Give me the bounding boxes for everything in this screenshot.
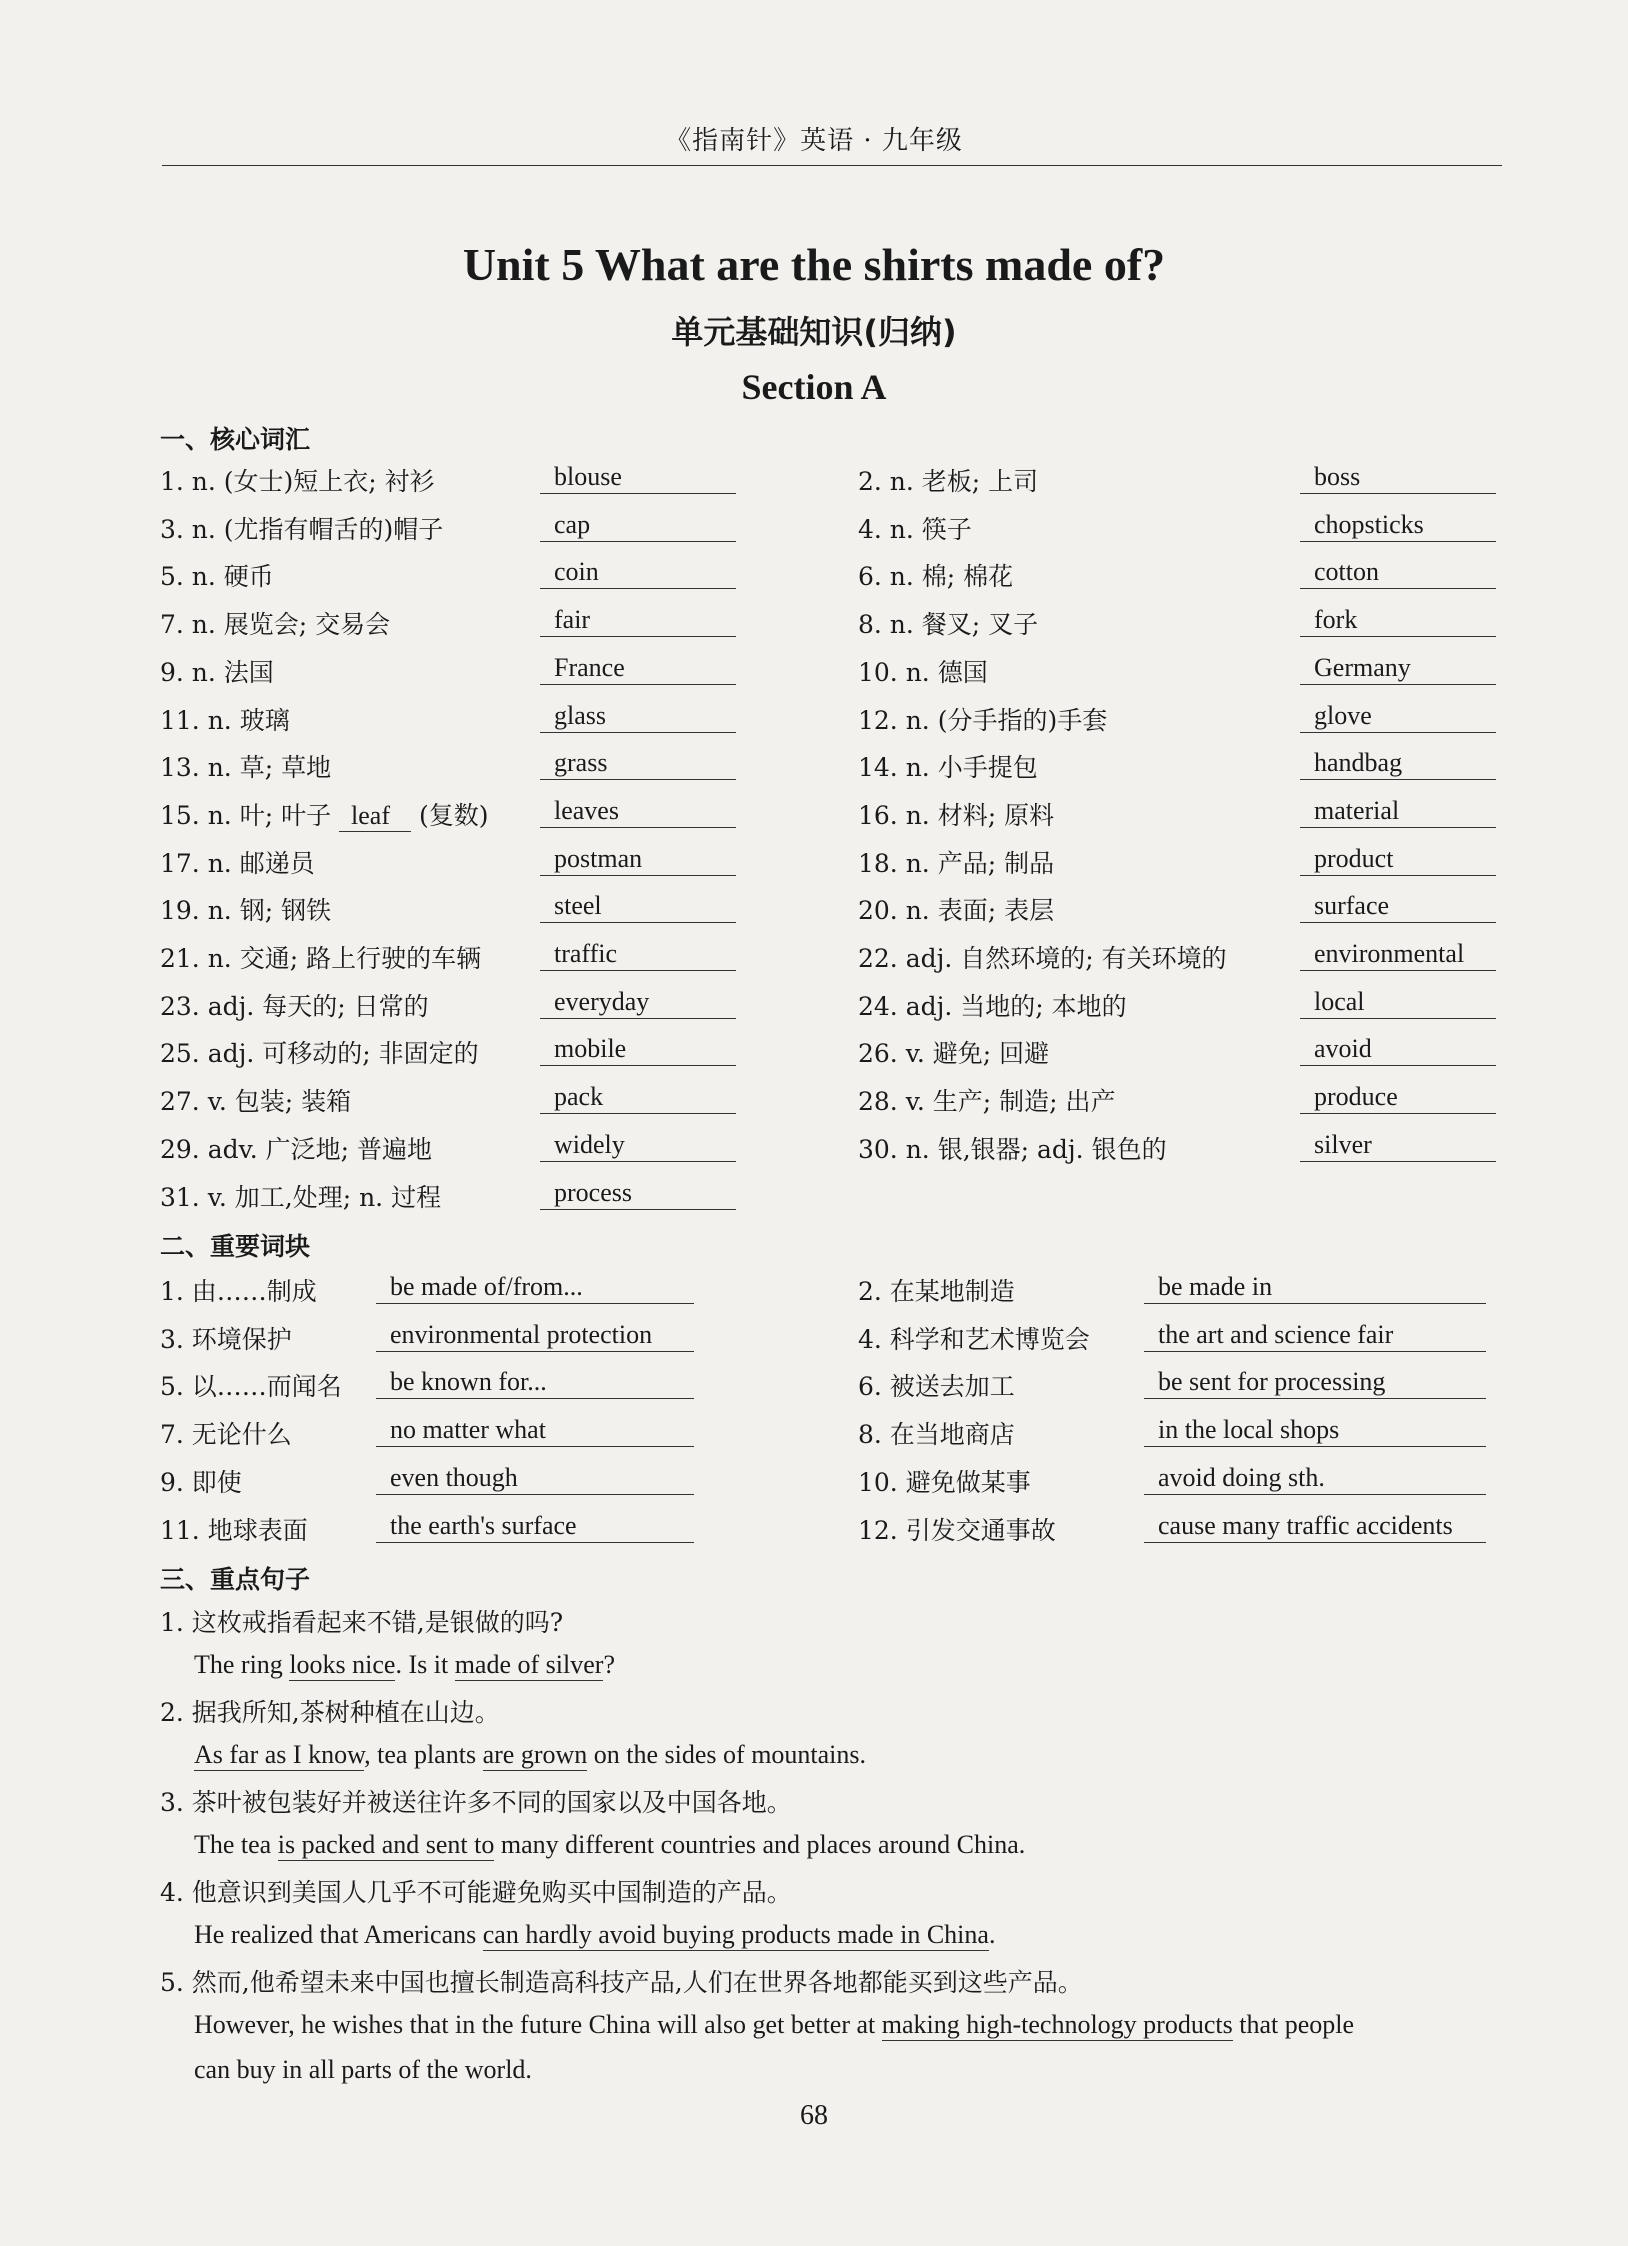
sentence-chinese: 5. 然而,他希望未来中国也擅长制造高科技产品,人们在世界各地都能买到这些产品。 bbox=[160, 1968, 1083, 1997]
section-title: Section A bbox=[741, 367, 887, 407]
vocab-question: 29. adv. 广泛地; 普遍地 bbox=[160, 1134, 433, 1164]
vocab-answer[interactable]: Germany bbox=[1300, 651, 1496, 685]
vocab-answer[interactable]: everyday bbox=[540, 985, 736, 1019]
phrase-question: 7. 无论什么 bbox=[160, 1420, 292, 1450]
vocab-question: 27. v. 包装; 装箱 bbox=[160, 1087, 352, 1117]
sentence-answer[interactable]: are grown bbox=[482, 1740, 588, 1769]
phrase-answer[interactable]: in the local shops bbox=[1144, 1413, 1486, 1447]
phrase-question: 8. 在当地商店 bbox=[858, 1420, 1015, 1450]
vocab-question: 2. n. 老板; 上司 bbox=[858, 467, 1039, 496]
vocab-answer[interactable]: boss bbox=[1300, 460, 1496, 494]
vocab-answer[interactable]: cap bbox=[540, 508, 736, 542]
sentence-english: He realized that Americans can hardly avoid buying products made in China. bbox=[194, 1920, 996, 1949]
vocab-question: 26. v. 避免; 回避 bbox=[858, 1039, 1050, 1069]
vocab-question: 13. n. 草; 草地 bbox=[160, 753, 332, 783]
vocab-answer[interactable]: postman bbox=[540, 842, 736, 876]
header-rule bbox=[162, 165, 1502, 166]
vocab-answer[interactable]: fair bbox=[540, 603, 736, 637]
vocab-question: 22. adj. 自然环境的; 有关环境的 bbox=[858, 944, 1227, 973]
vocab-question: 8. n. 餐叉; 叉子 bbox=[858, 610, 1039, 640]
phrase-question: 4. 科学和艺术博览会 bbox=[858, 1324, 1090, 1354]
vocab-answer[interactable]: steel bbox=[540, 889, 736, 923]
vocab-answer[interactable]: pack bbox=[540, 1080, 736, 1114]
sentence-chinese: 1. 这枚戒指看起来不错,是银做的吗? bbox=[160, 1608, 564, 1637]
vocab-answer[interactable]: environmental bbox=[1300, 937, 1496, 971]
unit-title: Unit 5 What are the shirts made of? bbox=[462, 239, 1166, 290]
vocab-question: 28. v. 生产; 制造; 出产 bbox=[858, 1087, 1116, 1117]
phrase-answer[interactable]: even though bbox=[376, 1461, 694, 1495]
phrase-question: 2. 在某地制造 bbox=[858, 1277, 1015, 1306]
vocab-answer[interactable]: local bbox=[1300, 985, 1496, 1019]
vocab-question: 30. n. 银,银器; adj. 银色的 bbox=[858, 1134, 1167, 1164]
vocab-answer[interactable]: silver bbox=[1300, 1128, 1496, 1162]
vocab-question: 25. adj. 可移动的; 非固定的 bbox=[160, 1039, 479, 1069]
page-number: 68 bbox=[800, 2100, 828, 2131]
phrase-question: 9. 即使 bbox=[160, 1467, 242, 1497]
vocab-question: 15. n. 叶; 叶子 leaf (复数) bbox=[160, 800, 489, 830]
vocab-answer[interactable]: glass bbox=[540, 699, 736, 733]
vocab-question: 1. n. (女士)短上衣; 衬衫 bbox=[160, 467, 435, 496]
sentence-answer[interactable]: made of silver bbox=[454, 1650, 604, 1679]
vocab-heading: 一、核心词汇 bbox=[160, 425, 311, 454]
sentence-chinese: 2. 据我所知,茶树种植在山边。 bbox=[160, 1698, 500, 1727]
phrase-question: 10. 避免做某事 bbox=[858, 1467, 1031, 1497]
sentence-english: However, he wishes that in the future China will also get better at making high-technology products that people bbox=[194, 2010, 1355, 2039]
vocab-question: 4. n. 筷子 bbox=[858, 514, 972, 544]
vocab-question: 12. n. (分手指的)手套 bbox=[858, 705, 1108, 735]
phrase-answer[interactable]: cause many traffic accidents bbox=[1144, 1509, 1486, 1543]
sentence-answer[interactable]: making high-technology products bbox=[881, 2010, 1233, 2039]
vocab-question: 31. v. 加工,处理; n. 过程 bbox=[160, 1182, 442, 1212]
vocab-answer[interactable]: handbag bbox=[1300, 746, 1496, 780]
vocab-answer[interactable]: leaves bbox=[540, 794, 736, 828]
vocab-question: 3. n. (尤指有帽舌的)帽子 bbox=[160, 514, 444, 544]
sentence-english: As far as I know, tea plants are grown on the sides of mountains. bbox=[194, 1740, 867, 1769]
sentences-heading: 三、重点句子 bbox=[160, 1565, 311, 1594]
vocab-question: 19. n. 钢; 钢铁 bbox=[160, 896, 332, 926]
sentence-chinese: 3. 茶叶被包装好并被送往许多不同的国家以及中国各地。 bbox=[160, 1788, 792, 1817]
phrase-answer[interactable]: no matter what bbox=[376, 1413, 694, 1447]
vocab-answer[interactable]: fork bbox=[1300, 603, 1496, 637]
sentence-answer[interactable]: As far as I know bbox=[194, 1740, 365, 1769]
vocab-answer[interactable]: process bbox=[540, 1176, 736, 1210]
phrase-question: 11. 地球表面 bbox=[160, 1515, 308, 1545]
vocab-answer[interactable]: grass bbox=[540, 746, 736, 780]
header-title: 《指南针》英语 · 九年级 bbox=[665, 126, 963, 156]
vocab-question: 11. n. 玻璃 bbox=[160, 705, 290, 735]
phrase-answer[interactable]: the art and science fair bbox=[1144, 1318, 1486, 1352]
sentence-english-cont: can buy in all parts of the world. bbox=[194, 2055, 532, 2084]
sentence-answer[interactable]: looks nice bbox=[289, 1650, 396, 1679]
sentence-english: The tea is packed and sent to many different countries and places around China. bbox=[194, 1830, 1026, 1859]
phrase-answer[interactable]: be known for... bbox=[376, 1365, 694, 1399]
vocab-answer[interactable]: blouse bbox=[540, 460, 736, 494]
vocab-answer[interactable]: coin bbox=[540, 555, 736, 589]
vocab-question: 23. adj. 每天的; 日常的 bbox=[160, 991, 429, 1021]
vocab-answer[interactable]: material bbox=[1300, 794, 1496, 828]
sentence-answer[interactable]: is packed and sent to bbox=[277, 1830, 495, 1859]
phrase-question: 6. 被送去加工 bbox=[858, 1372, 1015, 1402]
vocab-question: 24. adj. 当地的; 本地的 bbox=[858, 991, 1127, 1021]
vocab-answer[interactable]: produce bbox=[1300, 1080, 1496, 1114]
vocab-question: 9. n. 法国 bbox=[160, 657, 274, 687]
vocab-question: 18. n. 产品; 制品 bbox=[858, 848, 1055, 878]
vocab-question: 14. n. 小手提包 bbox=[858, 753, 1038, 783]
phrases-heading: 二、重要词块 bbox=[160, 1232, 311, 1261]
vocab-question: 20. n. 表面; 表层 bbox=[858, 896, 1055, 926]
sentence-chinese: 4. 他意识到美国人几乎不可能避免购买中国制造的产品。 bbox=[160, 1878, 792, 1907]
phrase-answer[interactable]: environmental protection bbox=[376, 1318, 694, 1352]
vocab-question: 16. n. 材料; 原料 bbox=[858, 800, 1055, 830]
vocab-answer[interactable]: chopsticks bbox=[1300, 508, 1496, 542]
vocab-question: 6. n. 棉; 棉花 bbox=[858, 562, 1014, 592]
vocab-answer[interactable]: widely bbox=[540, 1128, 736, 1162]
vocab-inline-answer[interactable]: leaf bbox=[339, 801, 411, 832]
phrase-question: 3. 环境保护 bbox=[160, 1324, 292, 1354]
vocab-question: 21. n. 交通; 路上行驶的车辆 bbox=[160, 944, 482, 973]
vocab-answer[interactable]: product bbox=[1300, 842, 1496, 876]
phrase-answer[interactable]: be made of/from... bbox=[376, 1270, 694, 1304]
phrase-answer[interactable]: avoid doing sth. bbox=[1144, 1461, 1486, 1495]
sentence-english: The ring looks nice. Is it made of silver? bbox=[194, 1650, 615, 1679]
vocab-answer[interactable]: cotton bbox=[1300, 555, 1496, 589]
vocab-answer[interactable]: avoid bbox=[1300, 1032, 1496, 1066]
vocab-question: 17. n. 邮递员 bbox=[160, 848, 315, 878]
phrase-question: 5. 以……而闻名 bbox=[160, 1372, 342, 1402]
phrase-question: 1. 由……制成 bbox=[160, 1277, 317, 1306]
vocab-answer[interactable]: traffic bbox=[540, 937, 736, 971]
phrase-question: 12. 引发交通事故 bbox=[858, 1515, 1056, 1545]
phrase-answer[interactable]: be made in bbox=[1144, 1270, 1486, 1304]
unit-subtitle: 单元基础知识(归纳) bbox=[671, 313, 957, 351]
vocab-question: 10. n. 德国 bbox=[858, 657, 988, 687]
phrase-answer[interactable]: the earth's surface bbox=[376, 1509, 694, 1543]
vocab-answer[interactable]: France bbox=[540, 651, 736, 685]
vocab-answer[interactable]: mobile bbox=[540, 1032, 736, 1066]
vocab-answer[interactable]: glove bbox=[1300, 699, 1496, 733]
phrase-answer[interactable]: be sent for processing bbox=[1144, 1365, 1486, 1399]
vocab-question: 7. n. 展览会; 交易会 bbox=[160, 610, 391, 640]
vocab-question: 5. n. 硬币 bbox=[160, 562, 274, 592]
vocab-answer[interactable]: surface bbox=[1300, 889, 1496, 923]
sentence-answer[interactable]: can hardly avoid buying products made in China bbox=[482, 1920, 989, 1949]
